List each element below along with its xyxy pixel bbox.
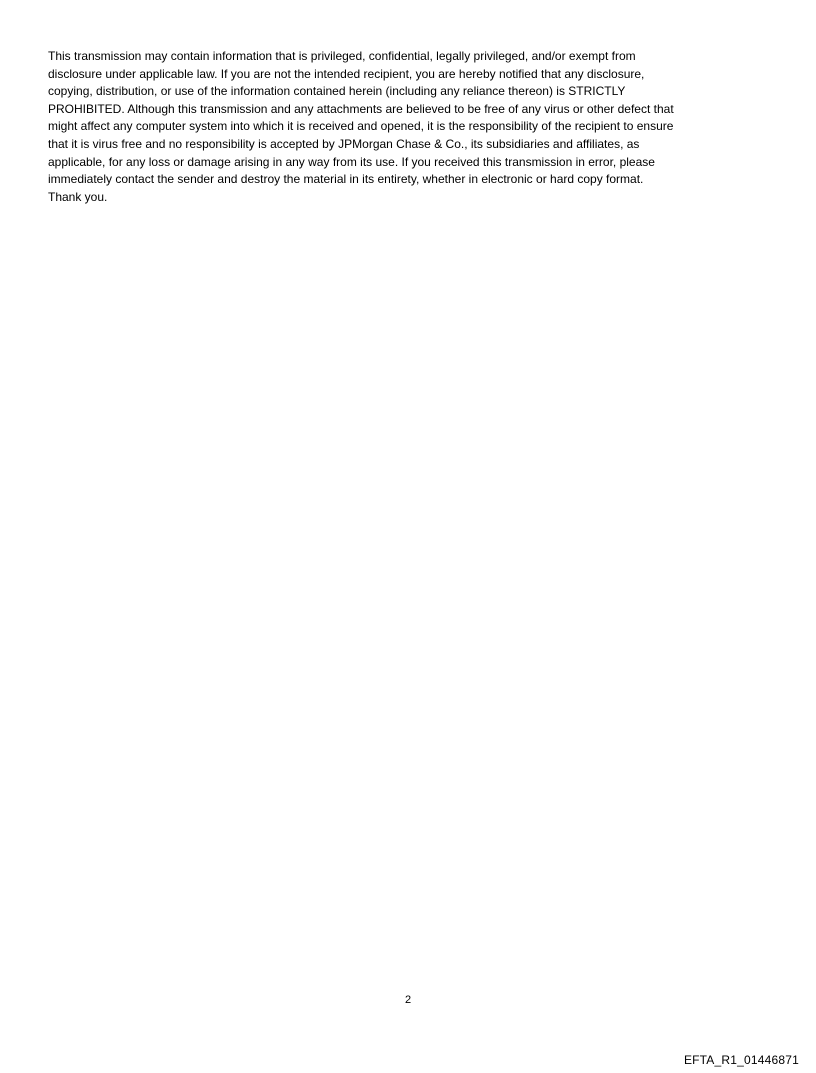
disclaimer-line: immediately contact the sender and destroy the material in its entirety, whether in electronic or hard copy format. <box>48 172 644 187</box>
disclaimer-line: disclosure under applicable law. If you are not the intended recipient, you are hereby notified that any disclosure, <box>48 66 645 81</box>
disclaimer-line: PROHIBITED. Although this transmission and any attachments are believed to be free of any virus or other defect that <box>48 101 674 116</box>
confidentiality-disclaimer <box>48 48 768 206</box>
disclaimer-line: This transmission may contain information that is privileged, confidential, legally privileged, and/or exempt from <box>48 49 636 63</box>
disclaimer-line: applicable, for any loss or damage arising in any way from its use. If you received this transmission in error, please <box>48 154 655 169</box>
page-number: 2 <box>404 994 412 1006</box>
disclaimer-line: that it is virus free and no responsibility is accepted by JPMorgan Chase & Co., its subsidiaries and affiliates, as <box>48 136 640 151</box>
disclaimer-line: copying, distribution, or use of the information contained herein (including any reliance thereon) is STRICTLY <box>48 84 626 99</box>
disclaimer-line: Thank you. <box>48 189 108 204</box>
document-id: EFTA_R1_01446871 <box>683 1053 799 1067</box>
disclaimer-line: might affect any computer system into which it is received and opened, it is the responsibility of the recipient to ensure <box>48 119 674 134</box>
